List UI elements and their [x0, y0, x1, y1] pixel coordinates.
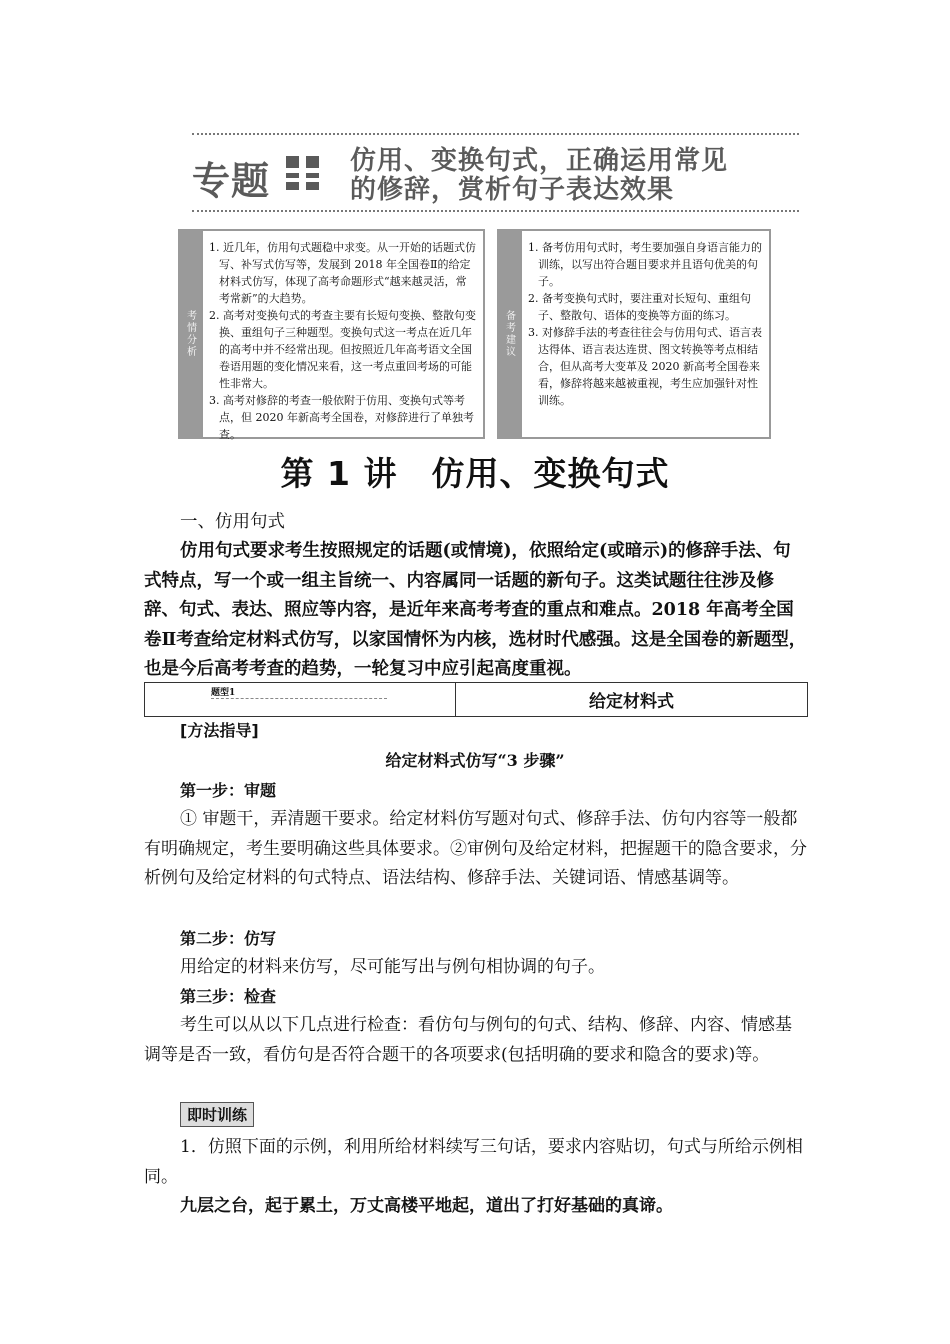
banner-bottom-rule: [192, 210, 799, 212]
section1-body: 仿用句式要求考生按照规定的话题(或情境)，依照给定(或暗示)的修辞手法、句式特点，写一个或一组主旨统一、内容属同一话题的新句子。这类试题往往涉及修辞、句式、表达、照应等内容，是近年来高考考查的重点和难点。2018 年高考全国卷Ⅱ考查给定材料式仿写，以家国情怀为内核，选材时代感强。这是全国卷的新题型，也是今后高考考查的趋势，一轮复习中应引起高度重视。: [144, 541, 807, 679]
right-item: 2. 备考变换句式时，要注重对长短句、重组句子、整散句、语体的变换等方面的练习。: [528, 292, 751, 322]
banner-title: [350, 147, 728, 205]
step2-body: 用给定的材料来仿写，尽可能写出与例句相协调的句子。: [180, 957, 605, 977]
question-type-name: 给定材料式: [589, 692, 674, 712]
left-item: 2. 高考对变换句式的考查主要有长短句变换、整散句变换、重组句子三种题型。变换句式这一考点在近几年的高考中并不经常出现。但按照近几年高考语文全国卷语用题的变化情况来看，这一考点重回考场的可能性非常大。: [209, 309, 476, 390]
step1-heading: 第一步：审题: [180, 781, 277, 800]
question-type-label: 题型1: [211, 685, 387, 699]
section1-heading: 一、仿用句式: [180, 512, 285, 532]
practice-tag: 即时训练: [180, 1102, 254, 1127]
lecture-title: 第 1 讲 仿用、变换句式: [280, 454, 670, 493]
step1-body: ① 审题干，弄清题干要求。给定材料仿写题对句式、修辞手法、仿句内容等一般都有明确规定，考生要明确这些具体要求。②审例句及给定材料，把握题干的隐含要求，分析例句及给定材料的句式特点、语法结构、修辞手法、关键词语、情感基调等。: [144, 809, 807, 888]
method-title: 给定材料式仿写“3 步骤”: [385, 751, 565, 770]
left-item: 1. 近几年，仿用句式题稳中求变。从一开始的话题式仿写、补写式仿写等，发展到 2018 年全国卷Ⅱ的给定材料式仿写，体现了高考命题形式“越来越灵活，常考常新”的大趋势。: [209, 241, 476, 305]
left-item: 3. 高考对修辞的考查一般依附于仿用、变换句式等考点，但 2020 年新高考全国卷，对修辞进行了单独考查。: [209, 394, 474, 441]
left-side-label: 考情分析: [178, 229, 202, 439]
question-type-table: [144, 682, 808, 717]
right-box: [520, 229, 771, 439]
banner-top-rule: [192, 133, 799, 135]
question-1-example: 九层之台，起于累土，万丈高楼平地起，道出了打好基础的真谛。: [180, 1196, 673, 1216]
banner-label: 专题: [192, 159, 271, 203]
banner-title-line2: 的修辞，赏析句子表达效果: [350, 175, 675, 205]
right-item: 3. 对修辞手法的考查往往会与仿用句式、语言表达得体、语言表达连贯、图文转换等考点相结合，但从高考大变革及 2020 新高考全国卷来看，修辞将越来越被重视，考生应加强针对性训练。: [528, 326, 762, 407]
right-side-label: 备考建议: [497, 229, 521, 439]
left-box: [201, 229, 485, 439]
step3-heading: 第三步：检查: [180, 987, 277, 1006]
step2-heading: 第二步：仿写: [180, 929, 277, 948]
method-heading: [方法指导]: [180, 721, 259, 740]
banner-title-line1: 仿用、变换句式，正确运用常见: [350, 146, 729, 176]
step3-body: 考生可以从以下几点进行检查：看仿句与例句的句式、结构、修辞、内容、情感基调等是否一致，看仿句是否符合题干的各项要求(包括明确的要求和隐含的要求)等。: [144, 1015, 792, 1065]
right-item: 1. 备考仿用句式时，考生要加强自身语言能力的训练，以写出符合题目要求并且语句优美的句子。: [528, 241, 762, 288]
question-1: 1．仿照下面的示例，利用所给材料续写三句话，要求内容贴切，句式与所给示例相同。: [144, 1137, 803, 1187]
banner-number-badge: [282, 150, 328, 196]
